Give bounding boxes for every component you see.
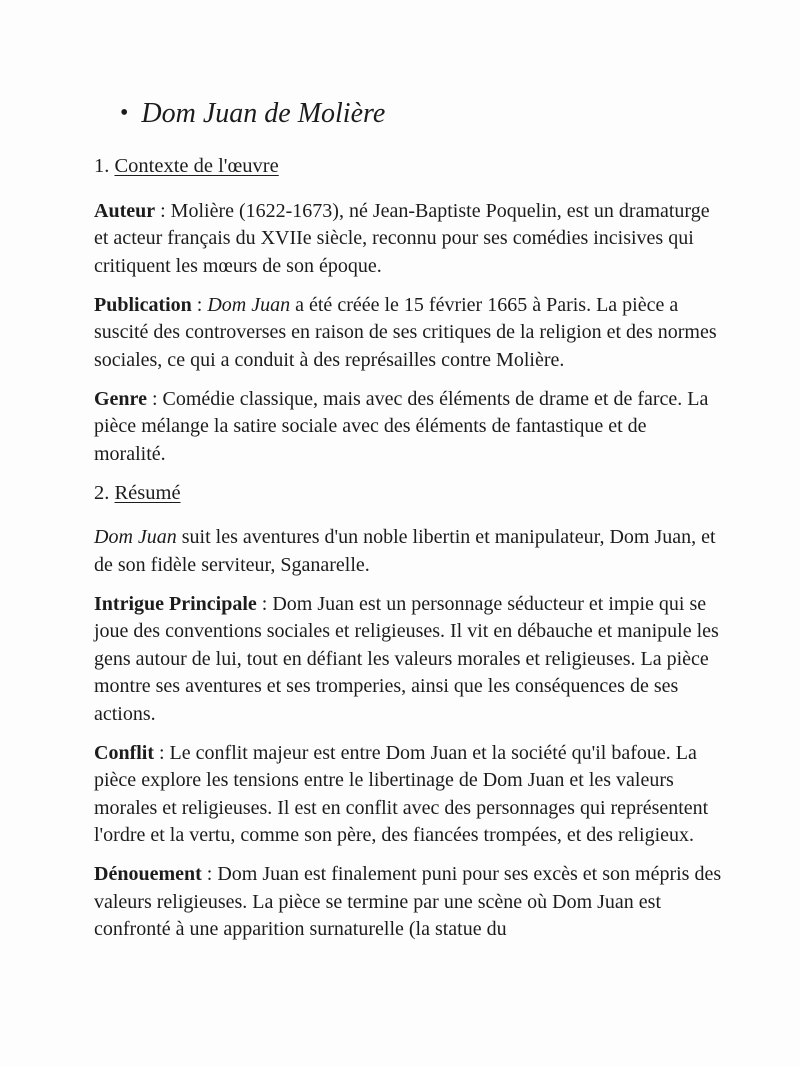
paragraph <box>94 524 722 579</box>
run-text: suit les aventures d'un noble libertin et manipulateur, Dom Juan, et de son fidèle serviteur, Sganarelle. <box>94 526 716 576</box>
run-bold: Dénouement <box>94 863 202 885</box>
heading-text: Résumé <box>114 481 181 504</box>
paragraph <box>94 386 722 469</box>
heading-number: 1. <box>94 155 115 177</box>
run-text: a été créée le 15 février 1665 à Paris. La pièce a suscité des controverses en raison de ses critiques de la religion et des normes sociales, ce qui a conduit à des représailles contre Molière. <box>94 293 717 371</box>
run-text: : Molière (1622-1673), né Jean-Baptiste Poquelin, est un dramaturge et acteur français du XVIIe siècle, reconnu pour ses comédies incisives qui critiquent les mœurs de son époque. <box>94 199 710 277</box>
run-bold: Conflit <box>94 741 154 764</box>
run-bold: Auteur <box>94 199 156 222</box>
document-title <box>120 96 722 133</box>
paragraph <box>94 292 722 375</box>
run-text: : Dom Juan est finalement puni pour ses excès et son mépris des valeurs religieuses. La pièce se termine par une scène où Dom Juan est confronté à une apparition surnaturelle (la statue du <box>94 863 722 940</box>
run-text: : Comédie classique, mais avec des éléments de drame et de farce. La pièce mélange la satire sociale avec des éléments de fantastique et de moralité. <box>94 387 709 465</box>
document-title-text: Dom Juan de Molière <box>141 98 386 129</box>
heading-text: Contexte de l'œuvre <box>114 155 279 177</box>
document-body <box>94 96 722 944</box>
run-bold: Genre <box>94 387 147 410</box>
run-italic: Dom Juan <box>207 293 291 316</box>
paragraph <box>94 861 722 944</box>
run-bold: Intrigue Principale <box>94 592 257 615</box>
run-italic: Dom Juan <box>94 526 177 548</box>
section-heading <box>94 480 722 508</box>
section-heading <box>94 153 722 181</box>
paragraph <box>94 198 722 281</box>
paragraph <box>94 591 722 729</box>
run-text: : <box>191 293 208 316</box>
bullet-icon: • <box>120 100 129 126</box>
heading-number: 2. <box>94 481 115 504</box>
run-text: : Le conflit majeur est entre Dom Juan et la société qu'il bafoue. La pièce explore les tensions entre le libertinage de Dom Juan et les valeurs morales et religieuses. Il est en conflit avec des personnages qui représentent l'ordre et la vertu, comme son père, des fiancées trompées, et des religieux. <box>94 741 709 846</box>
paragraph <box>94 740 722 850</box>
run-text: : Dom Juan est un personnage séducteur et impie qui se joue des conventions sociales et religieuses. Il vit en débauche et manipule les gens autour de lui, tout en défiant les valeurs morales et religieuses. La pièce montre ses aventures et ses tromperies, ainsi que les conséquences de ses actions. <box>94 592 719 725</box>
run-bold: Publication <box>94 293 192 316</box>
